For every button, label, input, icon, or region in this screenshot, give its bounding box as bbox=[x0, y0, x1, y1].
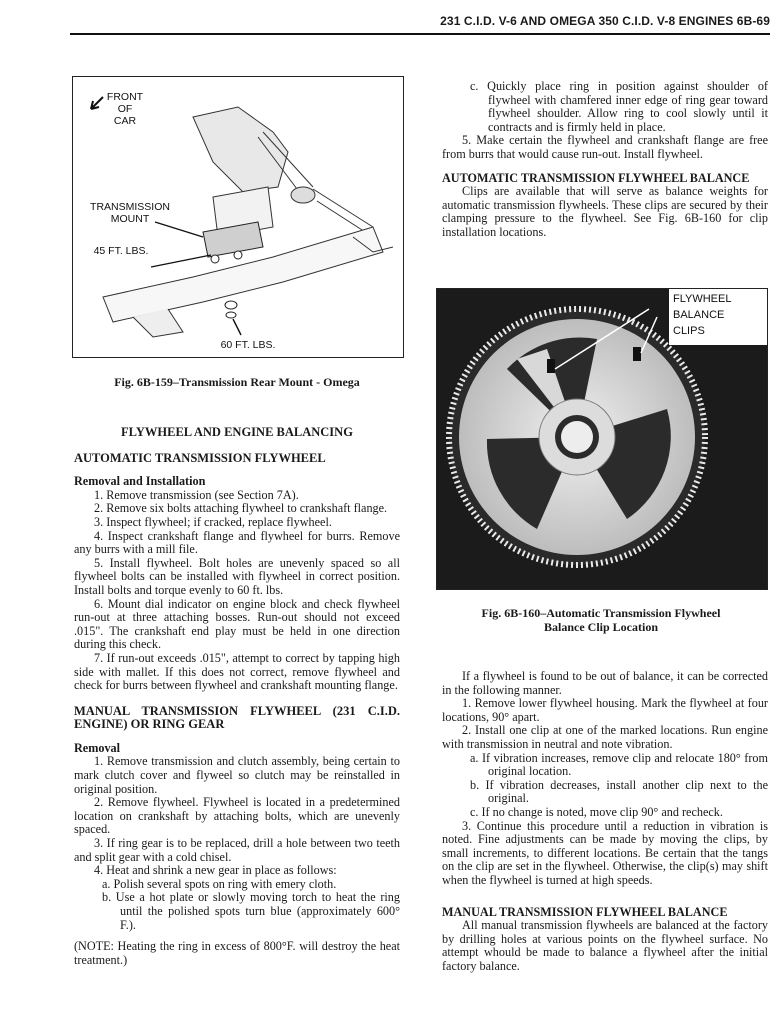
transmission-mount-label: TRANSMISSION MOUNT bbox=[90, 201, 170, 225]
balance-clips-label: FLYWHEEL BALANCE CLIPS bbox=[673, 293, 732, 337]
step-5: 5. Make certain the flywheel and crankshaft flange are free from burrs that would cause run-out. Install flywheel. bbox=[442, 133, 768, 161]
figure-159-caption: Fig. 6B-159–Transmission Rear Mount - Omega bbox=[114, 375, 360, 389]
heat-note: (NOTE: Heating the ring in excess of 800°F. will destroy the heat treatment.) bbox=[74, 939, 400, 967]
figure-160-caption bbox=[436, 606, 766, 634]
out-of-balance-intro: If a flywheel is found to be out of balance, it can be corrected in the following manner. bbox=[442, 669, 768, 697]
balance-substep-a: a. If vibration increases, remove clip and relocate 180° from original location. bbox=[470, 750, 768, 779]
balance-step-2: 2. Install one clip at one of the marked locations. Run engine with transmission in neutral and note vibration. bbox=[442, 723, 768, 751]
step: 2. Remove six bolts attaching flywheel to crankshaft flange. bbox=[94, 501, 388, 516]
manual-balance-paragraph: All manual transmission flywheels are balanced at the factory by drilling holes at various points on the flywheel surface. No attempt whould be made to balance a flywheel after the initial factory balance. bbox=[442, 918, 768, 973]
header-title: 231 C.I.D. V-6 AND OMEGA 350 C.I.D. V-8 ENGINES 6B-69 bbox=[440, 14, 770, 28]
step: 4. Inspect crankshaft flange and flywheel for burrs. Remove any burrs with a mill file. bbox=[74, 528, 400, 557]
balance-paragraph: Clips are available that will serve as balance weights for automatic transmission flywheels. These clips are secured by their clamping pressure to the flywheel. See Fig. 6B-160 for clip installation locations. bbox=[442, 184, 768, 239]
substep-b: b. Use a hot plate or slowly moving torch to heat the ring until the polished spots turn blue (approximately 600° F.). bbox=[102, 890, 400, 932]
balance-substep-c: c. If no change is noted, move clip 90° and recheck. bbox=[470, 804, 723, 819]
heading-automatic-flywheel-balance: AUTOMATIC TRANSMISSION FLYWHEEL BALANCE bbox=[442, 170, 750, 185]
manual-step: 4. Heat and shrink a new gear in place as follows: bbox=[94, 863, 337, 878]
balance-step-1: 1. Remove lower flywheel housing. Mark the flywheel at four locations, 90° apart. bbox=[442, 696, 768, 724]
step: 1. Remove transmission (see Section 7A). bbox=[94, 487, 299, 502]
step: 6. Mount dial indicator on engine block and check flywheel run-out at three attaching bosses. Run-out should not exceed .015". The crankshaft end play must be held in one direction during this check. bbox=[74, 596, 400, 652]
step: 7. If run-out exceeds .015", attempt to correct by tapping high side with mallet. If this does not correct, remove flywheel and check for burrs between flywheel and crankshaft mounting flange. bbox=[74, 650, 400, 693]
subheading-removal-installation: Removal and Installation bbox=[74, 474, 206, 489]
manual-step: 2. Remove flywheel. Flywheel is located in a predetermined location on crankshaft by attaching bolts, which are unevenly spaced. bbox=[74, 795, 400, 837]
torque-60-label: 60 FT. LBS. bbox=[220, 339, 276, 351]
step: 3. Inspect flywheel; if cracked, replace flywheel. bbox=[94, 514, 332, 529]
substep-a: a. Polish several spots on ring with emery cloth. bbox=[102, 876, 337, 891]
front-of-car-label: FRONT OF CAR bbox=[106, 91, 144, 127]
heading-flywheel-engine-balancing: FLYWHEEL AND ENGINE BALANCING bbox=[121, 425, 353, 439]
heading-manual-transmission-flywheel: MANUAL TRANSMISSION FLYWHEEL (231 C.I.D. ENGINE) OR RING GEAR bbox=[74, 703, 400, 732]
manual-step: 1. Remove transmission and clutch assembly, being certain to mark clutch cover and flyweel so clutch may be reinstalled in original position. bbox=[74, 754, 400, 796]
figure-160-caption-line2: Balance Clip Location bbox=[543, 620, 658, 634]
manual-step: 3. If ring gear is to be replaced, drill a hole between two teeth and split gear with a cold chisel. bbox=[74, 836, 400, 864]
figure-160-caption-line1: Fig. 6B-160–Automatic Transmission Flywheel bbox=[481, 606, 721, 620]
page-header bbox=[70, 8, 770, 34]
balance-step-3: 3. Continue this procedure until a reduction in vibration is noted. Fine adjustments can be made by moving the clips, by small increments, to different locations. Be certain that the tangs on the clip are set in the flywheel. Otherwise, the clip(s) may shift when the flywheel is turned at high speeds. bbox=[442, 818, 768, 887]
figure-transmission-rear-mount bbox=[72, 76, 404, 358]
header-rule bbox=[70, 33, 770, 35]
subheading-removal: Removal bbox=[74, 740, 121, 755]
left-column bbox=[74, 426, 400, 967]
balance-substep-b: b. If vibration decreases, install another clip next to the original. bbox=[470, 777, 768, 806]
step: 5. Install flywheel. Bolt holes are unevenly spaced so all flywheel bolts can be installed with flywheel in correct position. Install bolts and torque evenly to 60 ft. lbs. bbox=[74, 555, 400, 597]
right-column-bottom bbox=[442, 670, 768, 973]
heading-automatic-transmission-flywheel: AUTOMATIC TRANSMISSION FLYWHEEL bbox=[74, 450, 326, 465]
figure-flywheel-balance-clips bbox=[436, 288, 768, 590]
substep-c: c. Quickly place ring in position against shoulder of flywheel with chamfered inner edge of ring gear toward flywheel shoulder. Allow ring to cool slowly until it contracts and is firmly held in place. bbox=[470, 79, 768, 134]
right-column-top bbox=[442, 80, 768, 240]
heading-manual-flywheel-balance: MANUAL TRANSMISSION FLYWHEEL BALANCE bbox=[442, 904, 728, 919]
torque-45-label: 45 FT. LBS. bbox=[93, 245, 149, 257]
